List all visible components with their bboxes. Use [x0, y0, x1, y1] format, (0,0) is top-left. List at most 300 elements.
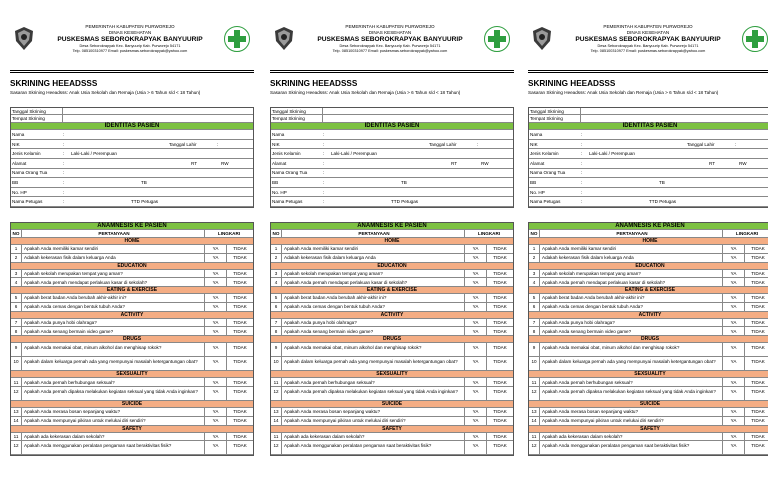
- no-option[interactable]: TIDAK: [233, 304, 247, 310]
- question-number: 12: [11, 441, 22, 454]
- no-option[interactable]: TIDAK: [233, 295, 247, 301]
- question-text: Apakah Anda pernah berhubungan seksual?: [540, 378, 723, 386]
- question-number: 4: [271, 278, 282, 286]
- height-label: TB: [401, 179, 407, 185]
- yes-option[interactable]: YA: [465, 441, 487, 454]
- yes-option[interactable]: YA: [723, 343, 745, 356]
- yes-option[interactable]: YA: [723, 254, 745, 262]
- dept-line: DINAS KESEHATAN: [108, 30, 152, 35]
- table-row: [11, 327, 253, 336]
- question-text: Apakah Anda memiliki kamar sendiri: [282, 245, 465, 253]
- table-row: [271, 433, 513, 442]
- signature-label: TTD Petugas: [391, 199, 419, 205]
- no-option[interactable]: TIDAK: [233, 442, 247, 448]
- table-row: [271, 327, 513, 336]
- gender-field[interactable]: [11, 149, 253, 159]
- yes-option[interactable]: YA: [205, 343, 227, 356]
- officer-field[interactable]: [529, 197, 768, 207]
- question-text: Apakah sekolah merupakan tempat yang aman?: [22, 270, 205, 278]
- yes-option[interactable]: YA: [723, 378, 745, 386]
- section-drugs: DRUGS: [11, 336, 253, 343]
- table-row: [271, 245, 513, 254]
- screening-date-row[interactable]: [271, 108, 513, 115]
- identity-heading: IDENTITAS PASIEN: [529, 123, 768, 130]
- no-option[interactable]: TIDAK: [751, 409, 765, 415]
- header-divider: [528, 70, 768, 73]
- table-row: [11, 319, 253, 328]
- question-number: 11: [11, 433, 22, 441]
- colon: :: [323, 199, 325, 205]
- address-field[interactable]: [529, 159, 768, 169]
- question-text: Apakah Anda merasa bosan sepanjang waktu?: [282, 408, 465, 416]
- colon: :: [217, 141, 219, 147]
- colon: :: [581, 160, 583, 166]
- colon: :: [581, 199, 583, 205]
- address-line: Desa Seborokrapyak Kec. Banyuurip Kab. Purworejo 54171: [79, 44, 181, 48]
- colon: :: [581, 179, 583, 185]
- screening-date-label: Tanggal Skrining: [529, 108, 581, 114]
- officer-label: Nama Petugas: [272, 199, 303, 205]
- yes-option[interactable]: YA: [205, 357, 227, 370]
- yes-option[interactable]: YA: [723, 408, 745, 416]
- question-number: 5: [11, 294, 22, 302]
- question-rows: [11, 238, 253, 456]
- table-row: [271, 319, 513, 328]
- no-option[interactable]: TIDAK: [233, 434, 247, 440]
- question-text: Apakah berat badan Anda berubah akhir-akhir ini?: [540, 294, 723, 302]
- table-row: [11, 357, 253, 371]
- yes-option[interactable]: YA: [205, 303, 227, 311]
- screening-date-row[interactable]: [11, 108, 253, 115]
- yes-option[interactable]: YA: [465, 327, 487, 335]
- yes-option[interactable]: YA: [205, 378, 227, 386]
- no-option[interactable]: TIDAK: [233, 270, 247, 276]
- no-option[interactable]: TIDAK: [751, 304, 765, 310]
- gender-field[interactable]: [271, 149, 513, 159]
- address-field[interactable]: [271, 159, 513, 169]
- screening-place-row[interactable]: [271, 115, 513, 122]
- signature-label: TTD Petugas: [649, 199, 677, 205]
- question-text: Adakah kekerasan fisik dalam keluarga Anda: [282, 254, 465, 262]
- no-option[interactable]: TIDAK: [493, 320, 507, 326]
- question-text: Apakah Anda pernah dipaksa melakukan kegiatan seksual yang tidak Anda inginkan?: [22, 387, 205, 400]
- parent-field[interactable]: [11, 169, 253, 179]
- yes-option[interactable]: YA: [205, 294, 227, 302]
- parent-field[interactable]: [271, 169, 513, 179]
- no-option[interactable]: TIDAK: [493, 255, 507, 261]
- nik-field[interactable]: [271, 140, 513, 150]
- gender-options[interactable]: Laki-Laki / Perempuan: [589, 151, 635, 157]
- table-row: [11, 417, 253, 426]
- col-circle: LINGKARI: [735, 231, 759, 237]
- address-line: Desa Seborokrapyak Kec. Banyuurip Kab. Purworejo 54171: [339, 44, 441, 48]
- question-number: 12: [11, 387, 22, 400]
- address-field[interactable]: [11, 159, 253, 169]
- section-suicide: SUICIDE: [529, 401, 768, 408]
- name-field[interactable]: [529, 130, 768, 140]
- weight-field[interactable]: [529, 178, 768, 188]
- screening-place-row[interactable]: [11, 115, 253, 122]
- question-text: Apakah Anda memiliki kamar sendiri: [22, 245, 205, 253]
- no-option[interactable]: TIDAK: [751, 295, 765, 301]
- colon: :: [323, 131, 325, 137]
- name-label: Nama: [12, 131, 25, 137]
- gov-line: PEMERINTAH KABUPATEN PURWOREJO: [85, 24, 175, 29]
- nik-field[interactable]: [11, 140, 253, 150]
- officer-label: Nama Petugas: [12, 199, 43, 205]
- no-option[interactable]: TIDAK: [233, 388, 247, 394]
- col-no: NO: [529, 230, 540, 237]
- question-number: 9: [11, 343, 22, 356]
- table-header: [11, 230, 253, 238]
- parent-field[interactable]: [529, 169, 768, 179]
- table-header: [529, 230, 768, 238]
- identity-block: [270, 107, 514, 208]
- gender-options[interactable]: Laki-Laki / Perempuan: [71, 151, 117, 157]
- colon: :: [581, 151, 583, 157]
- parent-label: Nama Orang Tua: [12, 170, 48, 176]
- page-title: SKRINING HEEADSSS: [270, 79, 358, 88]
- section-activity: ACTIVITY: [271, 312, 513, 319]
- colon: :: [581, 141, 583, 147]
- no-option[interactable]: TIDAK: [493, 295, 507, 301]
- question-number: 13: [11, 408, 22, 416]
- col-question: PERTANYAAN: [540, 230, 723, 237]
- colon: :: [63, 160, 65, 166]
- colon: :: [477, 141, 479, 147]
- no-option[interactable]: TIDAK: [233, 418, 247, 424]
- section-sexuality: SEXSUALITY: [271, 371, 513, 378]
- yes-option[interactable]: YA: [465, 303, 487, 311]
- form-sheet-3: [528, 20, 768, 456]
- yes-option[interactable]: YA: [723, 441, 745, 454]
- question-text: Apakah Anda pernah berhubungan seksual?: [22, 378, 205, 386]
- no-option[interactable]: TIDAK: [493, 279, 507, 285]
- question-number: 4: [11, 278, 22, 286]
- col-no: NO: [11, 230, 22, 237]
- green-cross-icon: [484, 26, 510, 52]
- question-text: Apakah Anda mempunyai pikiran untuk melukai diri sendiri?: [22, 417, 205, 425]
- yes-option[interactable]: YA: [465, 378, 487, 386]
- question-text: Apakah Anda merasa bosan sepanjang waktu?: [540, 408, 723, 416]
- no-option[interactable]: TIDAK: [493, 442, 507, 448]
- question-text: Apakah dalam keluarga pernah ada yang mempunyai masalah ketergantungan obat?: [22, 357, 205, 370]
- question-text: Apakah Anda cemas dengan bentuk tubuh Anda?: [540, 303, 723, 311]
- screening-date-label: Tanggal Skrining: [11, 108, 63, 114]
- clinic-name: PUSKESMAS SEBOROKRAPYAK BANYUURIP: [317, 36, 463, 43]
- no-option[interactable]: TIDAK: [493, 328, 507, 334]
- height-label: TB: [659, 179, 665, 185]
- no-option[interactable]: TIDAK: [233, 344, 247, 350]
- gender-field[interactable]: [529, 149, 768, 159]
- rw-label: RW: [739, 160, 747, 166]
- yes-option[interactable]: YA: [723, 303, 745, 311]
- gender-options[interactable]: Laki-Laki / Perempuan: [331, 151, 377, 157]
- no-option[interactable]: TIDAK: [493, 388, 507, 394]
- table-row: [271, 378, 513, 387]
- screening-place-label: Tempat Skrining: [11, 115, 63, 121]
- no-option[interactable]: TIDAK: [493, 304, 507, 310]
- letterhead: [528, 20, 768, 68]
- table-row: [271, 408, 513, 417]
- question-text: Apakah sekolah merupakan tempat yang aman?: [540, 270, 723, 278]
- table-row: [529, 408, 768, 417]
- yes-option[interactable]: YA: [465, 387, 487, 400]
- yes-option[interactable]: YA: [205, 319, 227, 327]
- question-text: Apakah Anda pernah mendapat perlakuan kasar di sekolah?: [282, 278, 465, 286]
- weight-field[interactable]: [271, 178, 513, 188]
- yes-option[interactable]: YA: [465, 294, 487, 302]
- table-row: [11, 303, 253, 312]
- question-text: Adakah kekerasan fisik dalam keluarga Anda: [540, 254, 723, 262]
- table-row: [11, 254, 253, 263]
- table-row: [11, 433, 253, 442]
- no-option[interactable]: TIDAK: [751, 344, 765, 350]
- table-row: [271, 294, 513, 303]
- question-rows: [271, 238, 513, 456]
- signature-label: TTD Petugas: [131, 199, 159, 205]
- col-question: PERTANYAAN: [22, 230, 205, 237]
- yes-option[interactable]: YA: [205, 433, 227, 441]
- yes-option[interactable]: YA: [205, 327, 227, 335]
- question-number: 9: [529, 343, 540, 356]
- question-text: Apakah Anda punya hobi olahraga?: [540, 319, 723, 327]
- name-field[interactable]: [11, 130, 253, 140]
- no-option[interactable]: TIDAK: [751, 442, 765, 448]
- table-row: [11, 408, 253, 417]
- question-text: Apakah berat badan Anda berubah akhir-akhir ini?: [22, 294, 205, 302]
- no-option[interactable]: TIDAK: [751, 328, 765, 334]
- screening-place-label: Tempat Skrining: [529, 115, 581, 121]
- parent-label: Nama Orang Tua: [530, 170, 566, 176]
- contact-line: Telp. 085100310977 Email: puskesmas.seborokrapyak@yahoo.com: [72, 49, 188, 53]
- yes-option[interactable]: YA: [465, 254, 487, 262]
- question-number: 14: [529, 417, 540, 425]
- yes-option[interactable]: YA: [205, 254, 227, 262]
- yes-option[interactable]: YA: [205, 387, 227, 400]
- question-number: 7: [529, 319, 540, 327]
- no-option[interactable]: TIDAK: [493, 344, 507, 350]
- green-cross-icon: [224, 26, 250, 52]
- no-option[interactable]: TIDAK: [233, 328, 247, 334]
- phone-field[interactable]: [271, 188, 513, 198]
- question-number: 8: [11, 327, 22, 335]
- question-number: 2: [11, 254, 22, 262]
- question-text: Apakah Anda punya hobi olahraga?: [22, 319, 205, 327]
- question-number: 11: [11, 378, 22, 386]
- table-row: [11, 387, 253, 401]
- section-drugs: DRUGS: [271, 336, 513, 343]
- question-number: 2: [271, 254, 282, 262]
- no-option[interactable]: TIDAK: [751, 358, 765, 364]
- no-option[interactable]: TIDAK: [751, 388, 765, 394]
- weight-label: BB: [530, 179, 537, 185]
- page-subtitle: Sasaran Skrining Heeadsss: Anak Usia Sekolah dan Remaja (Usia > 6 Tahun s/d < 18 Tahun): [10, 90, 201, 95]
- anamnesis-table: [528, 222, 768, 457]
- yes-option[interactable]: YA: [723, 319, 745, 327]
- officer-field[interactable]: [11, 197, 253, 207]
- no-option[interactable]: TIDAK: [493, 418, 507, 424]
- table-row: [529, 441, 768, 455]
- nik-field[interactable]: [529, 140, 768, 150]
- yes-option[interactable]: YA: [465, 319, 487, 327]
- section-sexuality: SEXSUALITY: [11, 371, 253, 378]
- section-suicide: SUICIDE: [11, 401, 253, 408]
- regency-seal-icon: [273, 26, 295, 50]
- no-option[interactable]: TIDAK: [751, 379, 765, 385]
- colon: :: [63, 151, 65, 157]
- no-option[interactable]: TIDAK: [493, 434, 507, 440]
- no-option[interactable]: TIDAK: [233, 320, 247, 326]
- question-text: Apakah Anda punya hobi olahraga?: [282, 319, 465, 327]
- letterhead: [270, 20, 514, 68]
- birthdate-label: Tanggal Lahir: [429, 141, 457, 147]
- phone-field[interactable]: [529, 188, 768, 198]
- question-text: Apakah Anda pernah mendapat perlakuan kasar di sekolah?: [540, 278, 723, 286]
- green-cross-icon: [742, 26, 768, 52]
- col-circle: LINGKARI: [217, 231, 241, 237]
- yes-option[interactable]: YA: [465, 343, 487, 356]
- yes-option[interactable]: YA: [465, 245, 487, 253]
- colon: :: [63, 141, 65, 147]
- table-row: [271, 303, 513, 312]
- identity-heading: IDENTITAS PASIEN: [271, 123, 513, 130]
- yes-option[interactable]: YA: [205, 417, 227, 425]
- question-number: 3: [271, 270, 282, 278]
- nik-label: NIK: [530, 141, 538, 147]
- table-row: [529, 327, 768, 336]
- no-option[interactable]: TIDAK: [751, 418, 765, 424]
- yes-option[interactable]: YA: [465, 417, 487, 425]
- address-label: Alamat: [12, 160, 27, 166]
- yes-option[interactable]: YA: [205, 441, 227, 454]
- question-number: 8: [529, 327, 540, 335]
- gov-line: PEMERINTAH KABUPATEN PURWOREJO: [345, 24, 435, 29]
- table-row: [529, 343, 768, 357]
- yes-option[interactable]: YA: [205, 408, 227, 416]
- question-number: 1: [529, 245, 540, 253]
- officer-field[interactable]: [271, 197, 513, 207]
- section-education: EDUCATION: [11, 263, 253, 270]
- no-option[interactable]: TIDAK: [233, 379, 247, 385]
- contact-line: Telp. 085100310977 Email: puskesmas.seborokrapyak@yahoo.com: [332, 49, 448, 53]
- yes-option[interactable]: YA: [723, 294, 745, 302]
- section-home: HOME: [529, 238, 768, 245]
- colon: :: [581, 189, 583, 195]
- no-option[interactable]: TIDAK: [751, 434, 765, 440]
- yes-option[interactable]: YA: [723, 270, 745, 278]
- question-text: Apakah Anda memiliki kamar sendiri: [540, 245, 723, 253]
- no-option[interactable]: TIDAK: [233, 358, 247, 364]
- gov-line: PEMERINTAH KABUPATEN PURWOREJO: [603, 24, 693, 29]
- phone-label: No. HP: [530, 189, 545, 195]
- colon: :: [63, 131, 65, 137]
- question-text: Apakah Anda mempunyai pikiran untuk melukai diri sendiri?: [282, 417, 465, 425]
- question-text: Apakah Anda cemas dengan bentuk tubuh Anda?: [22, 303, 205, 311]
- no-option[interactable]: TIDAK: [751, 279, 765, 285]
- yes-option[interactable]: YA: [465, 278, 487, 286]
- phone-field[interactable]: [11, 188, 253, 198]
- yes-option[interactable]: YA: [465, 408, 487, 416]
- no-option[interactable]: TIDAK: [751, 270, 765, 276]
- anamnesis-table: [270, 222, 514, 457]
- name-field[interactable]: [271, 130, 513, 140]
- rt-label: RT: [709, 160, 716, 166]
- no-option[interactable]: TIDAK: [233, 255, 247, 261]
- weight-field[interactable]: [11, 178, 253, 188]
- no-option[interactable]: TIDAK: [493, 358, 507, 364]
- question-number: 2: [529, 254, 540, 262]
- no-option[interactable]: TIDAK: [493, 379, 507, 385]
- yes-option[interactable]: YA: [723, 278, 745, 286]
- no-option[interactable]: TIDAK: [233, 409, 247, 415]
- question-number: 12: [271, 441, 282, 454]
- question-number: 9: [271, 343, 282, 356]
- yes-option[interactable]: YA: [723, 417, 745, 425]
- regency-seal-icon: [13, 26, 35, 50]
- question-text: Apakah sekolah merupakan tempat yang aman?: [282, 270, 465, 278]
- dept-line: DINAS KESEHATAN: [626, 30, 670, 35]
- question-text: Apakah Anda memakai obat, minum alkohol dan menghisap rokok?: [540, 343, 723, 356]
- no-option[interactable]: TIDAK: [493, 409, 507, 415]
- yes-option[interactable]: YA: [723, 387, 745, 400]
- yes-option[interactable]: YA: [465, 433, 487, 441]
- table-row: [529, 294, 768, 303]
- gender-label: Jenis Kelamin: [530, 151, 559, 157]
- table-row: [11, 294, 253, 303]
- name-label: Nama: [272, 131, 285, 137]
- rw-label: RW: [221, 160, 229, 166]
- yes-option[interactable]: YA: [465, 357, 487, 370]
- screening-place-row[interactable]: [529, 115, 768, 122]
- table-row: [529, 433, 768, 442]
- colon: :: [63, 170, 65, 176]
- screening-date-row[interactable]: [529, 108, 768, 115]
- no-option[interactable]: TIDAK: [493, 270, 507, 276]
- yes-option[interactable]: YA: [465, 270, 487, 278]
- table-row: [271, 343, 513, 357]
- no-option[interactable]: TIDAK: [751, 246, 765, 252]
- no-option[interactable]: TIDAK: [233, 279, 247, 285]
- yes-option[interactable]: YA: [723, 433, 745, 441]
- section-activity: ACTIVITY: [11, 312, 253, 319]
- table-row: [11, 441, 253, 455]
- yes-option[interactable]: YA: [723, 357, 745, 370]
- no-option[interactable]: TIDAK: [233, 246, 247, 252]
- yes-option[interactable]: YA: [723, 327, 745, 335]
- no-option[interactable]: TIDAK: [493, 246, 507, 252]
- colon: :: [63, 189, 65, 195]
- col-no: NO: [271, 230, 282, 237]
- question-number: 3: [11, 270, 22, 278]
- colon: :: [63, 179, 65, 185]
- colon: :: [323, 170, 325, 176]
- yes-option[interactable]: YA: [205, 245, 227, 253]
- letterhead: [10, 20, 254, 68]
- no-option[interactable]: TIDAK: [751, 255, 765, 261]
- address-label: Alamat: [530, 160, 545, 166]
- dept-line: DINAS KESEHATAN: [368, 30, 412, 35]
- question-text: Apakah Anda pernah dipaksa melakukan kegiatan seksual yang tidak Anda inginkan?: [540, 387, 723, 400]
- no-option[interactable]: TIDAK: [751, 320, 765, 326]
- table-row: [529, 378, 768, 387]
- page-subtitle: Sasaran Skrining Heeadsss: Anak Usia Sekolah dan Remaja (Usia > 6 Tahun s/d < 18 Tahun): [528, 90, 719, 95]
- yes-option[interactable]: YA: [205, 278, 227, 286]
- yes-option[interactable]: YA: [205, 270, 227, 278]
- yes-option[interactable]: YA: [723, 245, 745, 253]
- question-text: Apakah Anda senang bermain video game?: [540, 327, 723, 335]
- colon: :: [323, 189, 325, 195]
